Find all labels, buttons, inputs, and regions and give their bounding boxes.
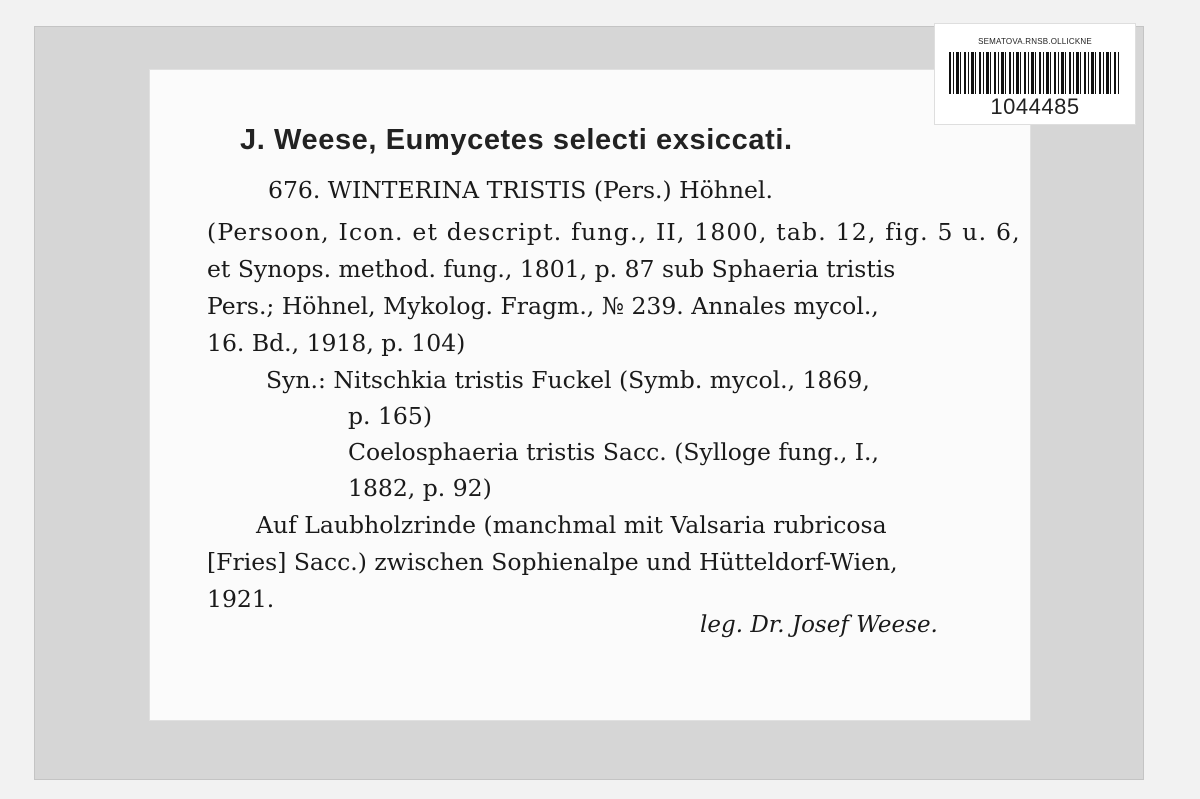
collector-signature-line: leg. Dr. Josef Weese. (700, 612, 938, 638)
synonym-line: 1882, p. 92) (348, 474, 492, 502)
label-line: Pers.; Höhnel, Mykolog. Fragm., № 239. Annales mycol., (207, 292, 879, 320)
synonym-line: Coelosphaeria tristis Sacc. (Sylloge fung., I., (348, 438, 879, 466)
barcode-sticker (935, 24, 1135, 124)
label-title: J. Weese, Eumycetes selecti exsiccati. (240, 124, 793, 156)
label-line: 16. Bd., 1918, p. 104) (207, 329, 466, 357)
barcode-bars (949, 52, 1121, 94)
locality-line: 1921. (207, 585, 275, 613)
barcode-number: 1044485 (990, 94, 1080, 119)
locality-line: Auf Laubholzrinde (manchmal mit Valsaria rubricosa (256, 511, 887, 539)
synonym-line: p. 165) (348, 402, 433, 430)
synonym-line: Syn.: Nitschkia tristis Fuckel (Symb. mycol., 1869, (266, 366, 870, 394)
locality-line: [Fries] Sacc.) zwischen Sophienalpe und Hütteldorf-Wien, (207, 548, 898, 576)
species-heading: 676. WINTERINA TRISTIS (Pers.) Höhnel. (268, 176, 773, 204)
label-line: et Synops. method. fung., 1801, p. 87 sub Sphaeria tristis (207, 255, 896, 283)
label-line: (Persoon, Icon. et descript. fung., II, 1800, tab. 12, fig. 5 u. 6, (207, 218, 1021, 246)
barcode-header-text: SEMATOVA.RNSB.OLLICKNE (978, 37, 1092, 46)
